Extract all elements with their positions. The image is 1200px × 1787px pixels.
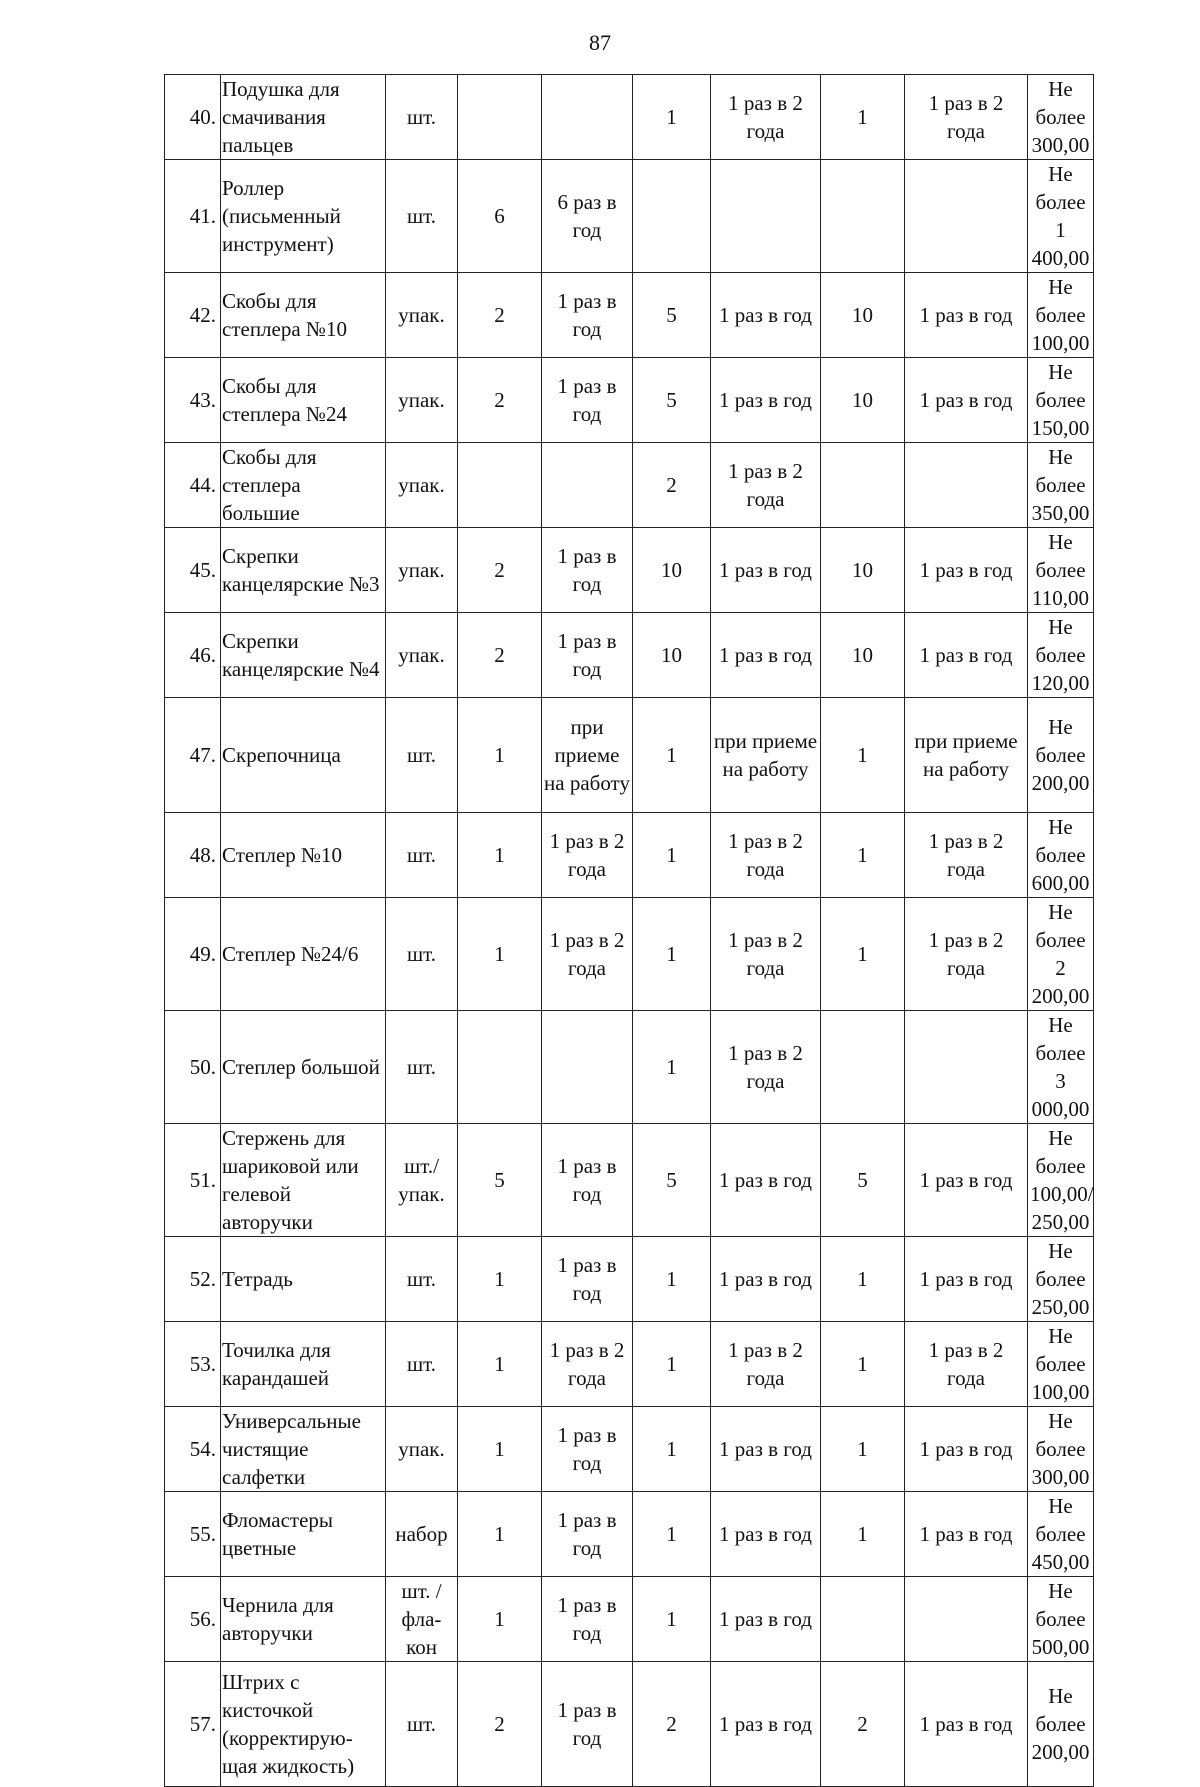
period-2-cell: 1 раз в год bbox=[711, 1577, 821, 1662]
row-number-cell: 49. bbox=[165, 898, 221, 1011]
period-3-cell: 1 раз в год bbox=[905, 1407, 1028, 1492]
period-1-cell: 1 раз в год bbox=[542, 613, 633, 698]
page-number: 87 bbox=[589, 30, 611, 55]
row-number-cell: 47. bbox=[165, 698, 221, 813]
row-number-cell: 53. bbox=[165, 1322, 221, 1407]
quantity-3-cell: 10 bbox=[821, 528, 905, 613]
period-1-cell: 1 раз в год bbox=[542, 273, 633, 358]
item-name-cell: Скрепочница bbox=[221, 698, 386, 813]
table-row bbox=[165, 1124, 1094, 1237]
period-2-cell: 1 раз в 2 года bbox=[711, 443, 821, 528]
quantity-3-cell: 1 bbox=[821, 698, 905, 813]
period-3-cell: 1 раз в год bbox=[905, 358, 1028, 443]
period-3-cell: 1 раз в 2 года bbox=[905, 75, 1028, 160]
quantity-1-cell: 1 bbox=[458, 1322, 542, 1407]
price-limit-cell: Не более 100,00 bbox=[1028, 273, 1094, 358]
quantity-1-cell: 1 bbox=[458, 1577, 542, 1662]
period-3-cell: 1 раз в год bbox=[905, 528, 1028, 613]
quantity-3-cell: 1 bbox=[821, 898, 905, 1011]
quantity-1-cell: 2 bbox=[458, 273, 542, 358]
item-name-cell: Стержень для шариковой или гелевой авторучки bbox=[221, 1124, 386, 1237]
unit-cell: упак. bbox=[386, 1407, 458, 1492]
quantity-2-cell: 1 bbox=[633, 1577, 711, 1662]
quantity-2-cell: 5 bbox=[633, 358, 711, 443]
quantity-1-cell: 2 bbox=[458, 1662, 542, 1787]
quantity-2-cell bbox=[633, 160, 711, 273]
table-row bbox=[165, 898, 1094, 1011]
price-limit-cell: Не более 600,00 bbox=[1028, 813, 1094, 898]
unit-cell: шт. bbox=[386, 75, 458, 160]
period-3-cell bbox=[905, 1011, 1028, 1124]
price-limit-cell: Не более 500,00 bbox=[1028, 1577, 1094, 1662]
quantity-1-cell: 2 bbox=[458, 358, 542, 443]
price-limit-cell: Не более 450,00 bbox=[1028, 1492, 1094, 1577]
quantity-3-cell: 1 bbox=[821, 813, 905, 898]
period-2-cell: 1 раз в 2 года bbox=[711, 1322, 821, 1407]
item-name-cell: Чернила для авторучки bbox=[221, 1577, 386, 1662]
unit-cell: шт. bbox=[386, 160, 458, 273]
quantity-2-cell: 10 bbox=[633, 613, 711, 698]
table-row bbox=[165, 1577, 1094, 1662]
quantity-1-cell: 6 bbox=[458, 160, 542, 273]
quantity-3-cell bbox=[821, 160, 905, 273]
period-1-cell: при приеме на работу bbox=[542, 698, 633, 813]
price-limit-cell: Не более 250,00 bbox=[1028, 1237, 1094, 1322]
item-name-cell: Степлер большой bbox=[221, 1011, 386, 1124]
item-name-cell: Универсальные чистящие салфетки bbox=[221, 1407, 386, 1492]
period-1-cell: 1 раз в год bbox=[542, 1124, 633, 1237]
price-limit-cell: Не более 3 000,00 bbox=[1028, 1011, 1094, 1124]
period-2-cell: 1 раз в год bbox=[711, 1662, 821, 1787]
price-limit-cell: Не более 200,00 bbox=[1028, 698, 1094, 813]
row-number-cell: 44. bbox=[165, 443, 221, 528]
table-row bbox=[165, 1407, 1094, 1492]
period-2-cell: 1 раз в год bbox=[711, 528, 821, 613]
supplies-table bbox=[164, 74, 1094, 1787]
quantity-3-cell bbox=[821, 443, 905, 528]
table-row bbox=[165, 1492, 1094, 1577]
unit-cell: шт. bbox=[386, 1322, 458, 1407]
period-1-cell bbox=[542, 75, 633, 160]
quantity-2-cell: 5 bbox=[633, 273, 711, 358]
quantity-1-cell: 2 bbox=[458, 613, 542, 698]
unit-cell: шт. bbox=[386, 1662, 458, 1787]
item-name-cell: Подушка для смачивания пальцев bbox=[221, 75, 386, 160]
period-1-cell: 1 раз в год bbox=[542, 1492, 633, 1577]
period-3-cell: при приеме на работу bbox=[905, 698, 1028, 813]
item-name-cell: Степлер №24/6 bbox=[221, 898, 386, 1011]
quantity-2-cell: 10 bbox=[633, 528, 711, 613]
price-limit-cell: Не более 150,00 bbox=[1028, 358, 1094, 443]
quantity-1-cell: 1 bbox=[458, 1492, 542, 1577]
quantity-1-cell: 1 bbox=[458, 1237, 542, 1322]
row-number-cell: 52. bbox=[165, 1237, 221, 1322]
price-limit-cell: Не более 2 200,00 bbox=[1028, 898, 1094, 1011]
item-name-cell: Скобы для степлера большие bbox=[221, 443, 386, 528]
period-2-cell: 1 раз в год bbox=[711, 273, 821, 358]
unit-cell: шт./ упак. bbox=[386, 1124, 458, 1237]
period-2-cell: 1 раз в год bbox=[711, 1407, 821, 1492]
quantity-2-cell: 1 bbox=[633, 1492, 711, 1577]
period-2-cell: 1 раз в 2 года bbox=[711, 898, 821, 1011]
period-2-cell: 1 раз в год bbox=[711, 1124, 821, 1237]
table-row bbox=[165, 160, 1094, 273]
quantity-3-cell bbox=[821, 1011, 905, 1124]
quantity-1-cell: 1 bbox=[458, 698, 542, 813]
item-name-cell: Скрепки канцелярские №3 bbox=[221, 528, 386, 613]
quantity-3-cell: 10 bbox=[821, 358, 905, 443]
quantity-2-cell: 1 bbox=[633, 898, 711, 1011]
price-limit-cell: Не более 350,00 bbox=[1028, 443, 1094, 528]
price-limit-cell: Не более 100,00/ 250,00 bbox=[1028, 1124, 1094, 1237]
period-2-cell: 1 раз в 2 года bbox=[711, 813, 821, 898]
period-1-cell: 1 раз в год bbox=[542, 528, 633, 613]
quantity-2-cell: 1 bbox=[633, 1322, 711, 1407]
period-3-cell: 1 раз в год bbox=[905, 1237, 1028, 1322]
quantity-3-cell: 1 bbox=[821, 1237, 905, 1322]
row-number-cell: 57. bbox=[165, 1662, 221, 1787]
period-2-cell: при приеме на работу bbox=[711, 698, 821, 813]
row-number-cell: 42. bbox=[165, 273, 221, 358]
unit-cell: шт. / фла-кон bbox=[386, 1577, 458, 1662]
period-2-cell: 1 раз в 2 года bbox=[711, 1011, 821, 1124]
table-row bbox=[165, 528, 1094, 613]
period-2-cell: 1 раз в год bbox=[711, 1492, 821, 1577]
unit-cell: шт. bbox=[386, 1237, 458, 1322]
unit-cell: упак. bbox=[386, 613, 458, 698]
quantity-1-cell: 2 bbox=[458, 528, 542, 613]
period-1-cell: 1 раз в год bbox=[542, 358, 633, 443]
row-number-cell: 41. bbox=[165, 160, 221, 273]
period-3-cell bbox=[905, 160, 1028, 273]
price-limit-cell: Не более 300,00 bbox=[1028, 1407, 1094, 1492]
period-3-cell: 1 раз в год bbox=[905, 1492, 1028, 1577]
price-limit-cell: Не более 110,00 bbox=[1028, 528, 1094, 613]
table-row bbox=[165, 75, 1094, 160]
unit-cell: шт. bbox=[386, 898, 458, 1011]
quantity-2-cell: 1 bbox=[633, 1237, 711, 1322]
table-row bbox=[165, 273, 1094, 358]
period-1-cell: 6 раз в год bbox=[542, 160, 633, 273]
period-3-cell bbox=[905, 1577, 1028, 1662]
quantity-3-cell: 10 bbox=[821, 273, 905, 358]
unit-cell: шт. bbox=[386, 813, 458, 898]
period-2-cell: 1 раз в год bbox=[711, 613, 821, 698]
period-3-cell: 1 раз в год bbox=[905, 1662, 1028, 1787]
period-1-cell: 1 раз в год bbox=[542, 1407, 633, 1492]
table-row bbox=[165, 1322, 1094, 1407]
quantity-3-cell: 1 bbox=[821, 1407, 905, 1492]
item-name-cell: Штрих с кисточкой (корректирую-щая жидкость) bbox=[221, 1662, 386, 1787]
row-number-cell: 54. bbox=[165, 1407, 221, 1492]
table-row bbox=[165, 698, 1094, 813]
quantity-2-cell: 1 bbox=[633, 75, 711, 160]
item-name-cell: Роллер (письменный инструмент) bbox=[221, 160, 386, 273]
item-name-cell: Скобы для степлера №10 bbox=[221, 273, 386, 358]
unit-cell: набор bbox=[386, 1492, 458, 1577]
period-1-cell: 1 раз в 2 года bbox=[542, 898, 633, 1011]
period-2-cell: 1 раз в год bbox=[711, 1237, 821, 1322]
period-3-cell: 1 раз в год bbox=[905, 1124, 1028, 1237]
unit-cell: упак. bbox=[386, 528, 458, 613]
period-1-cell: 1 раз в 2 года bbox=[542, 813, 633, 898]
quantity-1-cell: 1 bbox=[458, 898, 542, 1011]
quantity-2-cell: 2 bbox=[633, 1662, 711, 1787]
unit-cell: шт. bbox=[386, 698, 458, 813]
period-1-cell bbox=[542, 1011, 633, 1124]
row-number-cell: 45. bbox=[165, 528, 221, 613]
table-row bbox=[165, 813, 1094, 898]
quantity-1-cell bbox=[458, 75, 542, 160]
row-number-cell: 51. bbox=[165, 1124, 221, 1237]
quantity-1-cell: 1 bbox=[458, 813, 542, 898]
quantity-2-cell: 1 bbox=[633, 1407, 711, 1492]
item-name-cell: Скрепки канцелярские №4 bbox=[221, 613, 386, 698]
price-limit-cell: Не более 120,00 bbox=[1028, 613, 1094, 698]
period-1-cell: 1 раз в год bbox=[542, 1237, 633, 1322]
item-name-cell: Тетрадь bbox=[221, 1237, 386, 1322]
quantity-3-cell: 10 bbox=[821, 613, 905, 698]
period-3-cell: 1 раз в 2 года bbox=[905, 898, 1028, 1011]
period-1-cell: 1 раз в год bbox=[542, 1662, 633, 1787]
period-2-cell: 1 раз в 2 года bbox=[711, 75, 821, 160]
unit-cell: упак. bbox=[386, 358, 458, 443]
quantity-3-cell: 1 bbox=[821, 75, 905, 160]
period-3-cell bbox=[905, 443, 1028, 528]
row-number-cell: 43. bbox=[165, 358, 221, 443]
table-row bbox=[165, 443, 1094, 528]
period-2-cell bbox=[711, 160, 821, 273]
period-3-cell: 1 раз в год bbox=[905, 613, 1028, 698]
table-row bbox=[165, 1237, 1094, 1322]
quantity-2-cell: 1 bbox=[633, 1011, 711, 1124]
period-2-cell: 1 раз в год bbox=[711, 358, 821, 443]
item-name-cell: Точилка для карандашей bbox=[221, 1322, 386, 1407]
quantity-1-cell bbox=[458, 1011, 542, 1124]
period-3-cell: 1 раз в 2 года bbox=[905, 813, 1028, 898]
table-row bbox=[165, 358, 1094, 443]
period-1-cell: 1 раз в год bbox=[542, 1577, 633, 1662]
unit-cell: упак. bbox=[386, 273, 458, 358]
table-body bbox=[165, 75, 1094, 1787]
period-1-cell: 1 раз в 2 года bbox=[542, 1322, 633, 1407]
price-limit-cell: Не более 200,00 bbox=[1028, 1662, 1094, 1787]
price-limit-cell: Не более 300,00 bbox=[1028, 75, 1094, 160]
row-number-cell: 40. bbox=[165, 75, 221, 160]
row-number-cell: 46. bbox=[165, 613, 221, 698]
period-3-cell: 1 раз в 2 года bbox=[905, 1322, 1028, 1407]
table-row bbox=[165, 1662, 1094, 1787]
row-number-cell: 55. bbox=[165, 1492, 221, 1577]
quantity-3-cell: 1 bbox=[821, 1322, 905, 1407]
table-row bbox=[165, 613, 1094, 698]
unit-cell: шт. bbox=[386, 1011, 458, 1124]
quantity-1-cell: 1 bbox=[458, 1407, 542, 1492]
unit-cell: упак. bbox=[386, 443, 458, 528]
price-limit-cell: Не более 100,00 bbox=[1028, 1322, 1094, 1407]
quantity-1-cell: 5 bbox=[458, 1124, 542, 1237]
quantity-3-cell bbox=[821, 1577, 905, 1662]
period-3-cell: 1 раз в год bbox=[905, 273, 1028, 358]
item-name-cell: Скобы для степлера №24 bbox=[221, 358, 386, 443]
quantity-2-cell: 5 bbox=[633, 1124, 711, 1237]
quantity-2-cell: 1 bbox=[633, 698, 711, 813]
item-name-cell: Фломастеры цветные bbox=[221, 1492, 386, 1577]
quantity-3-cell: 1 bbox=[821, 1492, 905, 1577]
quantity-3-cell: 5 bbox=[821, 1124, 905, 1237]
quantity-1-cell bbox=[458, 443, 542, 528]
quantity-2-cell: 1 bbox=[633, 813, 711, 898]
price-limit-cell: Не более 1 400,00 bbox=[1028, 160, 1094, 273]
row-number-cell: 48. bbox=[165, 813, 221, 898]
quantity-2-cell: 2 bbox=[633, 443, 711, 528]
period-1-cell bbox=[542, 443, 633, 528]
table-row bbox=[165, 1011, 1094, 1124]
item-name-cell: Степлер №10 bbox=[221, 813, 386, 898]
row-number-cell: 50. bbox=[165, 1011, 221, 1124]
row-number-cell: 56. bbox=[165, 1577, 221, 1662]
quantity-3-cell: 2 bbox=[821, 1662, 905, 1787]
